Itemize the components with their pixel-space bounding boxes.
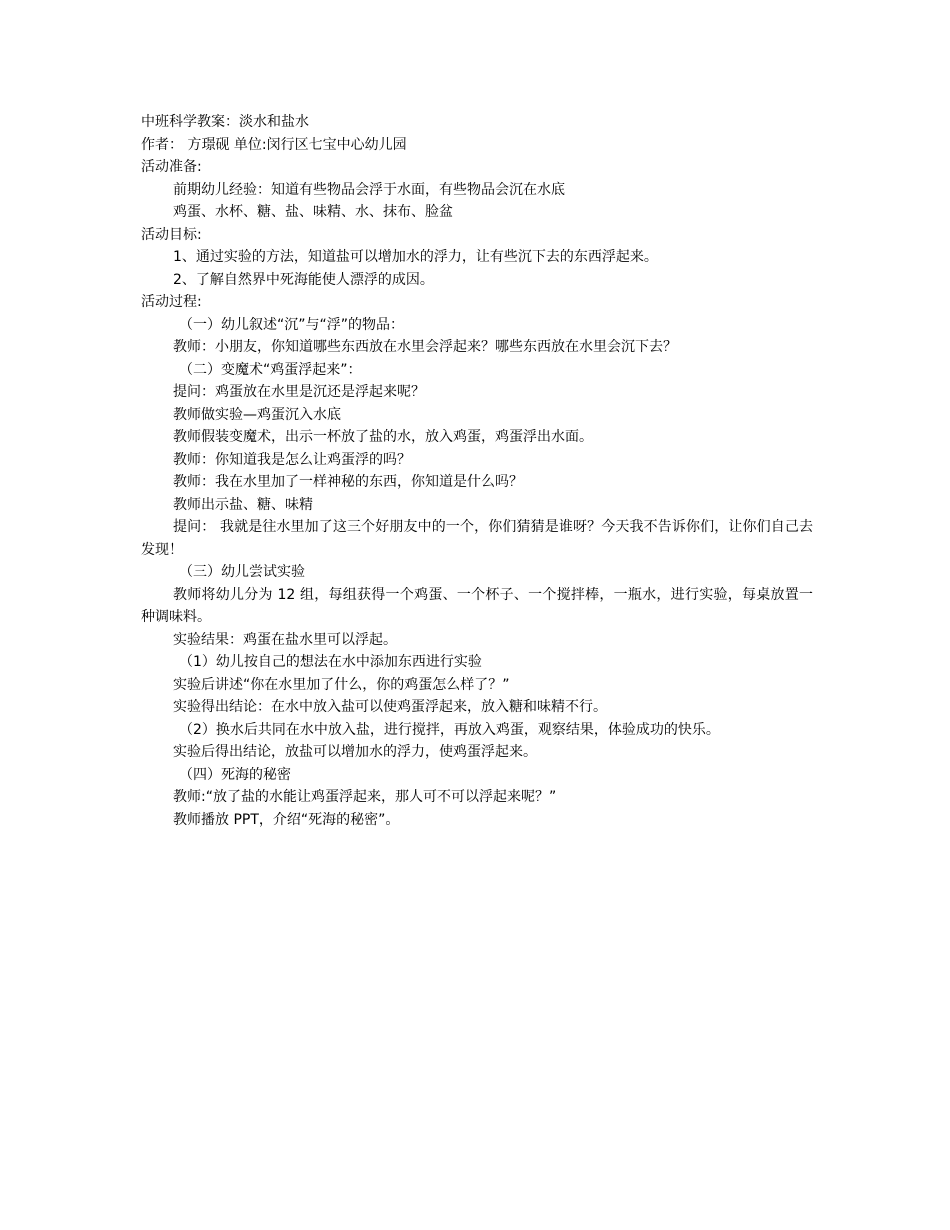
- step-1-teacher: 教师：小朋友，你知道哪些东西放在水里会浮起来？哪些东西放在水里会沉下去？: [173, 339, 677, 355]
- step-3-sub1-talk: 实验后讲述“你在水里加了什么，你的鸡蛋怎么样了？”: [173, 676, 510, 693]
- step-3-sub1-conclusion: 实验得出结论：在水中放入盐可以使鸡蛋浮起来，放入糖和味精不行。: [173, 699, 607, 715]
- goal-item-1: 1、通过实验的方法，知道盐可以增加水的浮力，让有些沉下去的东西浮起来。: [173, 249, 658, 265]
- step-3-groups: 教师将幼儿分为 12 组，每组获得一个鸡蛋、一个杯子、一个搅拌棒，一瓶水，进行实验，每桌放置一种调味料。: [141, 586, 813, 625]
- step-4-teacher: 教师:“放了盐的水能让鸡蛋浮起来，那人可不可以浮起来呢？”: [173, 789, 557, 805]
- step-1-heading: （一）幼儿叙述“沉”与“浮”的物品：: [179, 316, 405, 333]
- prep-experience: 前期幼儿经验：知道有些物品会浮于水面，有些物品会沉在水底: [173, 181, 565, 198]
- step-2-experiment: 教师做实验—鸡蛋沉入水底: [173, 406, 341, 423]
- step-3-result: 实验结果：鸡蛋在盐水里可以浮起。: [173, 631, 397, 648]
- step-2-question: 提问：鸡蛋放在水里是沉还是浮起来呢？: [173, 384, 425, 400]
- step-3-sub2: （2）换水后共同在水中放入盐，进行搅拌，再放入鸡蛋，观察结果，体验成功的快乐。: [179, 721, 720, 738]
- goal-item-2: 2、了解自然界中死海能使人漂浮的成因。: [173, 271, 434, 288]
- step-3-heading: （三）幼儿尝试实验: [179, 564, 305, 580]
- step-2-show: 教师出示盐、糖、味精: [173, 496, 313, 513]
- goals-heading: 活动目标:: [141, 226, 202, 243]
- step-4-ppt: 教师播放 PPT，介绍“死海的秘密”。: [173, 811, 400, 828]
- author-line: 作者： 方璟砚 单位:闵行区七宝中心幼儿园: [141, 136, 407, 153]
- step-3-sub1: （1）幼儿按自己的想法在水中添加东西进行实验: [179, 654, 482, 670]
- step-2-magic: 教师假装变魔术，出示一杯放了盐的水，放入鸡蛋，鸡蛋浮出水面。: [173, 429, 593, 445]
- document-body: [141, 111, 813, 831]
- step-3-sub2-conclusion: 实验后得出结论，放盐可以增加水的浮力，使鸡蛋浮起来。: [173, 744, 537, 760]
- step-2-prompt: 提问： 我就是往水里加了这三个好朋友中的一个，你们猜猜是谁呀？今天我不告诉你们，让你们自己去发现！: [141, 519, 813, 558]
- step-4-heading: （四）死海的秘密: [179, 766, 291, 783]
- prep-materials: 鸡蛋、水杯、糖、盐、味精、水、抹布、脸盆: [173, 204, 453, 220]
- step-2-teacher-a: 教师：你知道我是怎么让鸡蛋浮的吗？: [173, 451, 411, 468]
- step-2-heading: （二）变魔术“鸡蛋浮起来”：: [179, 361, 362, 378]
- prep-heading: 活动准备:: [141, 159, 202, 175]
- document-title: 中班科学教案：淡水和盐水: [141, 114, 309, 130]
- step-2-teacher-b: 教师：我在水里加了一样神秘的东西，你知道是什么吗？: [173, 474, 523, 490]
- process-heading: 活动过程:: [141, 294, 202, 310]
